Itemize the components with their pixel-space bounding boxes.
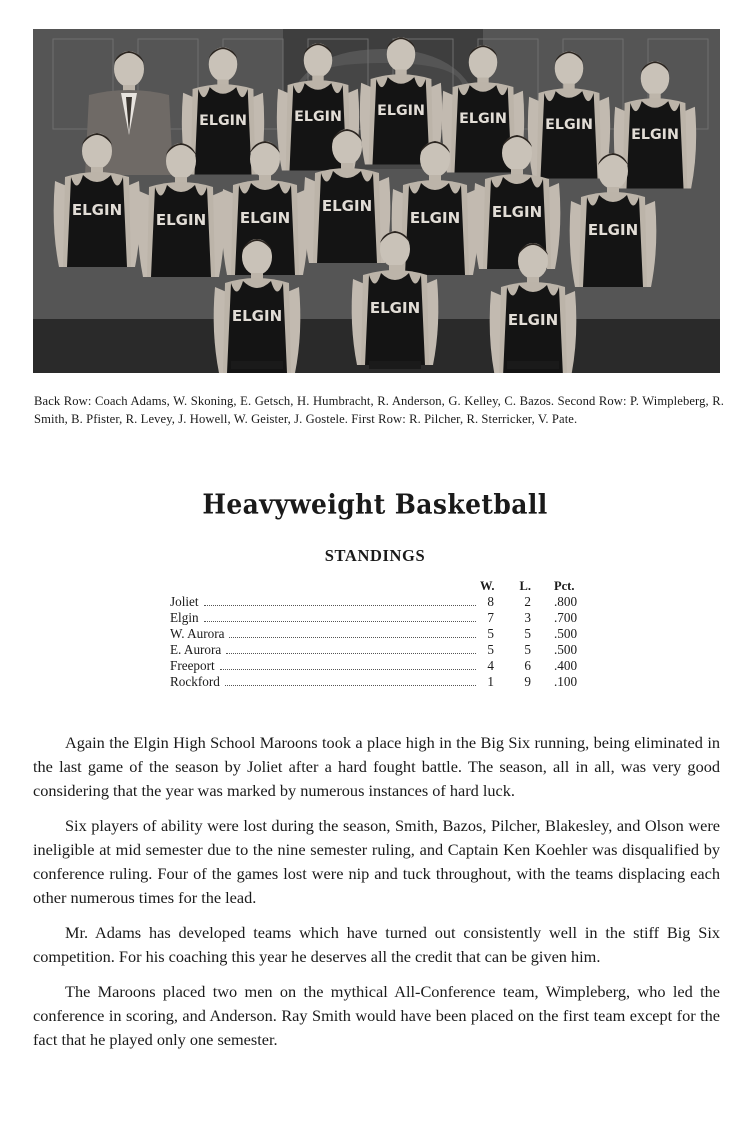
standings-table	[170, 578, 590, 690]
jersey-lettering: ELGIN	[199, 113, 247, 130]
article-paragraph: Six players of ability were lost during the season, Smith, Bazos, Pilcher, Blakesley, and Olson were ineligible at mid semester due to the nine semester ruling, and Captain Ken Koehler was disqualified by conference ruling. Four of the games lost were nip and tuck throughout, with the teams displacing each other numerous times for the lead.	[33, 816, 720, 907]
standings-header-row	[170, 578, 590, 594]
jersey-lettering: ELGIN	[369, 299, 421, 317]
jersey-lettering: ELGIN	[155, 211, 207, 229]
pct-value: .500	[554, 626, 578, 641]
leader-dots	[226, 653, 476, 654]
standings-row	[170, 658, 590, 674]
jersey-lettering: ELGIN	[239, 209, 291, 227]
article-paragraph: The Maroons placed two men on the mythical All-Conference team, Wimpleberg, who led the conference in scoring, and Anderson. Ray Smith would have been placed on the first team except for the fact that he played only one semester.	[33, 982, 720, 1049]
losses-value: 6	[524, 658, 531, 673]
page-title: Heavyweight Basketball	[202, 488, 548, 521]
jersey-lettering: ELGIN	[491, 203, 543, 221]
leader-dots	[220, 669, 476, 670]
wins-value: 1	[487, 674, 494, 689]
jersey-lettering: ELGIN	[409, 209, 461, 227]
jersey-lettering: ELGIN	[507, 311, 559, 329]
losses-value: 9	[524, 674, 531, 689]
wins-value: 7	[487, 610, 494, 625]
standings-row	[170, 610, 590, 626]
leader-dots	[229, 637, 476, 638]
pct-value: .100	[554, 674, 578, 689]
article-body	[33, 731, 720, 1063]
wins-value: 5	[487, 626, 494, 641]
wins-value: 8	[487, 594, 494, 609]
team-name: Joliet	[170, 594, 202, 610]
pct-value: .400	[554, 658, 578, 673]
team-photo-illustration	[33, 29, 720, 373]
jersey-lettering: ELGIN	[294, 109, 342, 126]
jersey-lettering: ELGIN	[545, 117, 593, 134]
standings-row	[170, 594, 590, 610]
team-name: Elgin	[170, 610, 202, 626]
team-name: E. Aurora	[170, 642, 224, 658]
photo-caption: Back Row: Coach Adams, W. Skoning, E. Getsch, H. Humbracht, R. Anderson, G. Kelley, C. Bazos. Second Row: P. Wimpleberg, R. Smith, B. Pfister, R. Levey, J. Howell, W. Geister, J. Gostele. First Row: R. Pilcher, R. Sterricker, V. Pate.	[34, 394, 724, 426]
standings-row	[170, 642, 590, 658]
jersey-lettering: ELGIN	[71, 201, 123, 219]
wins-value: 4	[487, 658, 494, 673]
jersey-lettering: ELGIN	[321, 197, 373, 215]
jersey-lettering: ELGIN	[631, 127, 679, 144]
team-name: Rockford	[170, 674, 223, 690]
column-header-losses: L.	[519, 579, 531, 593]
team-name: W. Aurora	[170, 626, 227, 642]
column-header-wins: W.	[480, 579, 495, 593]
leader-dots	[225, 685, 476, 686]
standings-row	[170, 626, 590, 642]
losses-value: 5	[524, 626, 531, 641]
team-name: Freeport	[170, 658, 218, 674]
jersey-lettering: ELGIN	[587, 221, 639, 239]
pct-value: .700	[554, 610, 578, 625]
jersey-lettering: ELGIN	[459, 111, 507, 128]
standings-heading: STANDINGS	[324, 546, 426, 565]
article-paragraph: Again the Elgin High School Maroons took a place high in the Big Six running, being eliminated in the last game of the season by Joliet after a hard fought battle. The season, all in all, was very good considering that the year was marked by numerous instances of hard luck.	[33, 733, 720, 800]
wins-value: 5	[487, 642, 494, 657]
pct-value: .500	[554, 642, 578, 657]
jersey-lettering: ELGIN	[231, 307, 283, 325]
column-header-pct: Pct.	[554, 579, 575, 593]
team-photo	[33, 29, 720, 373]
leader-dots	[204, 605, 476, 606]
jersey-lettering: ELGIN	[377, 103, 425, 120]
losses-value: 2	[524, 594, 531, 609]
article-paragraph: Mr. Adams has developed teams which have turned out consistently well in the stiff Big Six competition. For his coaching this year he deserves all the credit that can be given him.	[33, 923, 720, 966]
losses-value: 3	[524, 610, 531, 625]
pct-value: .800	[554, 594, 578, 609]
losses-value: 5	[524, 642, 531, 657]
standings-row	[170, 674, 590, 690]
leader-dots	[204, 621, 476, 622]
